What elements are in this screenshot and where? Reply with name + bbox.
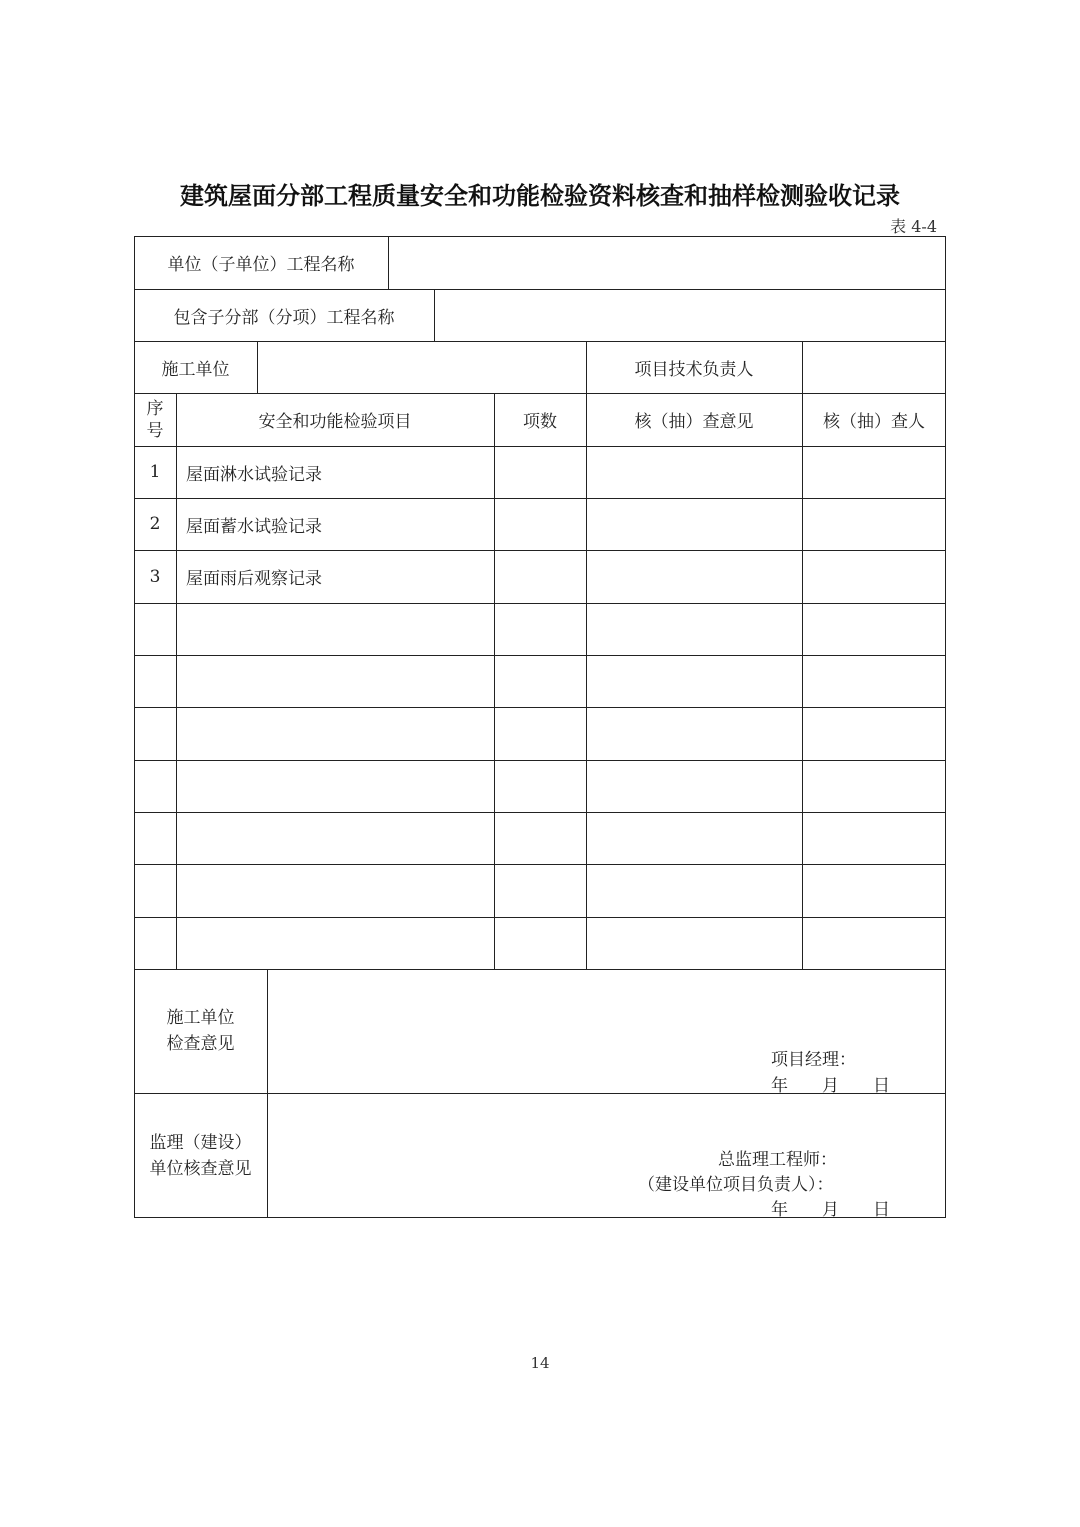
form-number: 表 4-4 bbox=[890, 217, 937, 236]
construction-opinion-label bbox=[134, 969, 267, 1093]
sub-project-name-field[interactable] bbox=[434, 289, 946, 341]
item-column-header: 安全和功能检验项目 bbox=[258, 412, 412, 432]
col-divider bbox=[267, 969, 268, 1218]
construction-date-label: 年 月 日 bbox=[771, 1076, 890, 1096]
unit-project-name-label: 单位（子单位）工程名称 bbox=[167, 255, 355, 275]
construction-opinion-label-line1: 施工单位 bbox=[166, 1008, 235, 1028]
opinion-column-header: 核（抽）查意见 bbox=[634, 412, 754, 432]
col-divider bbox=[494, 393, 495, 969]
page-number: 14 bbox=[530, 1354, 550, 1372]
row-item: 屋面淋水试验记录 bbox=[186, 464, 322, 485]
supervision-opinion-label-line1: 监理（建设） bbox=[149, 1132, 252, 1153]
row-seq: 2 bbox=[149, 514, 161, 534]
row-divider bbox=[134, 655, 946, 656]
row-divider bbox=[134, 812, 946, 813]
supervision-date-label: 年 月 日 bbox=[771, 1200, 890, 1220]
form-title: 建筑屋面分部工程质量安全和功能检验资料核查和抽样检测验收记录 bbox=[180, 182, 900, 210]
checker-column-header: 核（抽）查人 bbox=[823, 412, 925, 432]
row-divider bbox=[134, 707, 946, 708]
col-divider bbox=[586, 393, 587, 969]
tech-lead-field[interactable] bbox=[802, 341, 946, 393]
sub-project-name-label: 包含子分部（分项）工程名称 bbox=[173, 307, 395, 328]
seq-header-top: 序 bbox=[146, 398, 164, 419]
construction-opinion-label-line2: 检查意见 bbox=[166, 1034, 235, 1054]
row-item: 屋面蓄水试验记录 bbox=[186, 516, 322, 537]
seq-header-bottom: 号 bbox=[146, 420, 164, 441]
tech-lead-label: 项目技术负责人 bbox=[634, 359, 754, 380]
construction-unit-field[interactable] bbox=[257, 341, 586, 393]
owner-lead-signature-label: （建设单位项目负责人）： bbox=[638, 1175, 834, 1195]
chief-engineer-signature-label: 总监理工程师： bbox=[718, 1150, 837, 1170]
count-column-header: 项数 bbox=[523, 412, 557, 432]
row-seq: 1 bbox=[149, 462, 161, 482]
row-divider bbox=[134, 603, 946, 604]
row-divider bbox=[134, 917, 946, 918]
supervision-opinion-label-line2: 单位核查意见 bbox=[149, 1158, 252, 1179]
row-item: 屋面雨后观察记录 bbox=[186, 569, 322, 589]
supervision-opinion-label bbox=[134, 1093, 267, 1218]
row-divider bbox=[134, 864, 946, 865]
col-divider bbox=[802, 393, 803, 969]
seq-column-header bbox=[134, 393, 176, 446]
project-manager-signature-label: 项目经理： bbox=[771, 1050, 856, 1070]
row-divider bbox=[134, 760, 946, 761]
construction-unit-label: 施工单位 bbox=[161, 359, 230, 380]
unit-project-name-field[interactable] bbox=[388, 236, 946, 289]
row-seq: 3 bbox=[149, 566, 161, 587]
